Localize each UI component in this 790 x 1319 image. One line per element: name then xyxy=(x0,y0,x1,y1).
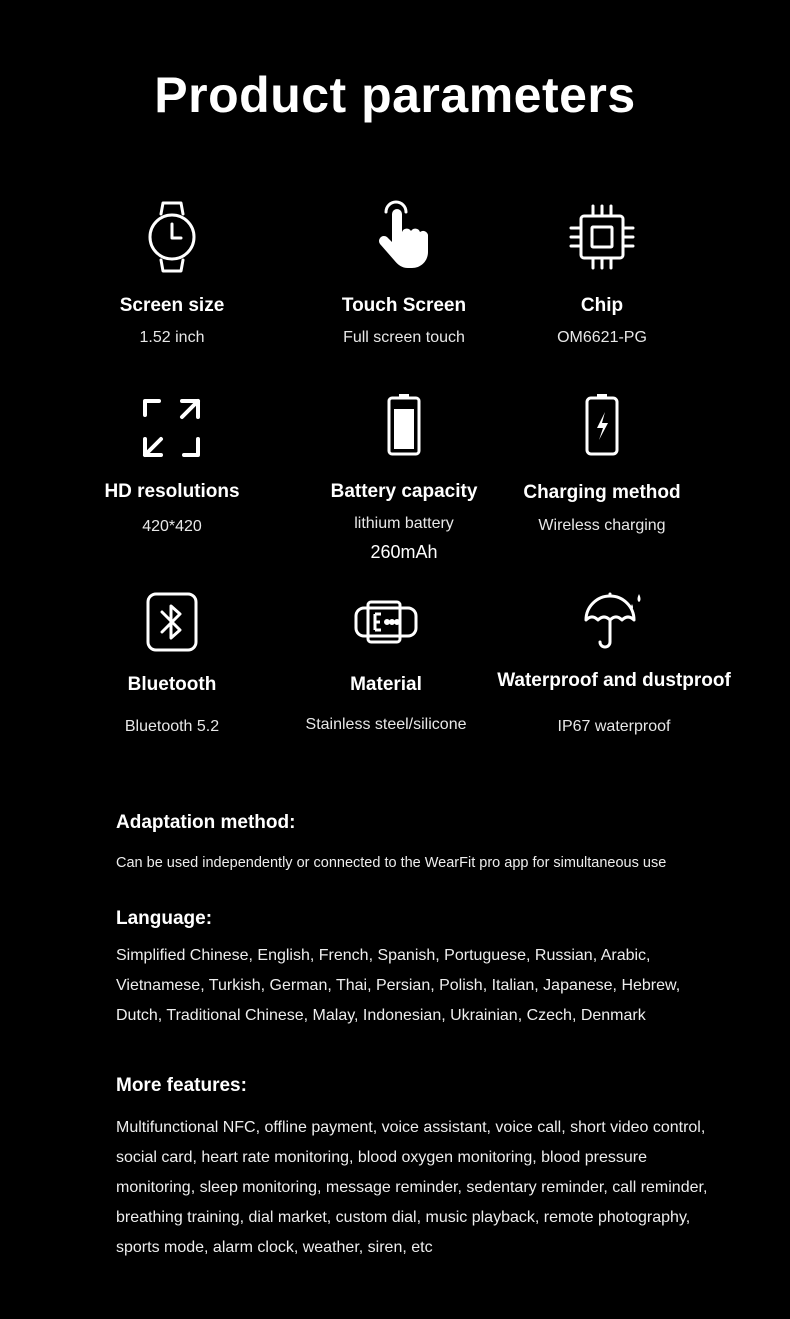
param-label: Battery capacity xyxy=(330,481,478,502)
expand-icon xyxy=(142,398,202,458)
strap-icon xyxy=(350,600,422,644)
bluetooth-icon xyxy=(146,592,198,652)
param-value: Full screen touch xyxy=(343,329,465,346)
touch-hand-icon xyxy=(374,200,434,270)
page-title: Product parameters xyxy=(154,67,636,123)
language-title: Language: xyxy=(116,908,213,929)
param-label: Waterproof and dustproof xyxy=(497,670,731,691)
adaptation-text: Can be used independently or connected to the WearFit pro app for simultaneous use xyxy=(116,855,667,871)
umbrella-icon xyxy=(582,590,646,654)
features-text: Multifunctional NFC, offline payment, voice assistant, voice call, short video control, social card, heart rate monitoring, blood oxygen monitoring, blood pressure monitoring, sleep monitoring, message reminder, sedentary reminder, call reminder, breathing training, dial market, custom dial, music playback, remote photography, sports mode, alarm clock, weather, siren, etc xyxy=(116,1119,708,1256)
param-hd-resolutions xyxy=(52,396,292,556)
battery-icon xyxy=(386,392,422,456)
param-waterproof xyxy=(494,590,734,750)
param-charging-method xyxy=(482,392,722,552)
charging-icon xyxy=(584,392,620,456)
param-screen-size xyxy=(52,200,292,360)
param-value: 420*420 xyxy=(142,518,202,535)
param-value: Stainless steel/silicone xyxy=(305,716,467,733)
param-value: IP67 waterproof xyxy=(557,718,671,735)
param-value: Bluetooth 5.2 xyxy=(124,718,220,735)
param-value-capacity: 260mAh xyxy=(370,542,438,562)
param-label: Screen size xyxy=(119,295,225,316)
watch-icon xyxy=(146,200,198,274)
param-value: Wireless charging xyxy=(538,517,666,534)
param-bluetooth xyxy=(52,592,292,752)
param-value: OM6621-PG xyxy=(557,329,647,346)
param-material xyxy=(266,600,506,750)
param-label: Chip xyxy=(580,295,624,316)
param-label: Material xyxy=(350,674,422,695)
adaptation-title: Adaptation method: xyxy=(116,812,296,833)
param-chip xyxy=(482,200,722,360)
param-value: lithium battery xyxy=(354,515,454,532)
param-label: Bluetooth xyxy=(127,674,217,695)
param-label: HD resolutions xyxy=(104,481,240,502)
chip-icon xyxy=(567,202,637,272)
param-label: Charging method xyxy=(523,482,681,503)
param-label: Touch Screen xyxy=(341,295,467,316)
param-value: 1.52 inch xyxy=(139,329,205,346)
language-text: Simplified Chinese, English, French, Spanish, Portuguese, Russian, Arabic, Vietnamese, Turkish, German, Thai, Persian, Polish, Italian, Japanese, Hebrew, Dutch, Traditional Chinese, Malay, Indonesian, Ukrainian, Czech, Denmark xyxy=(116,947,681,1024)
features-title: More features: xyxy=(116,1075,247,1096)
